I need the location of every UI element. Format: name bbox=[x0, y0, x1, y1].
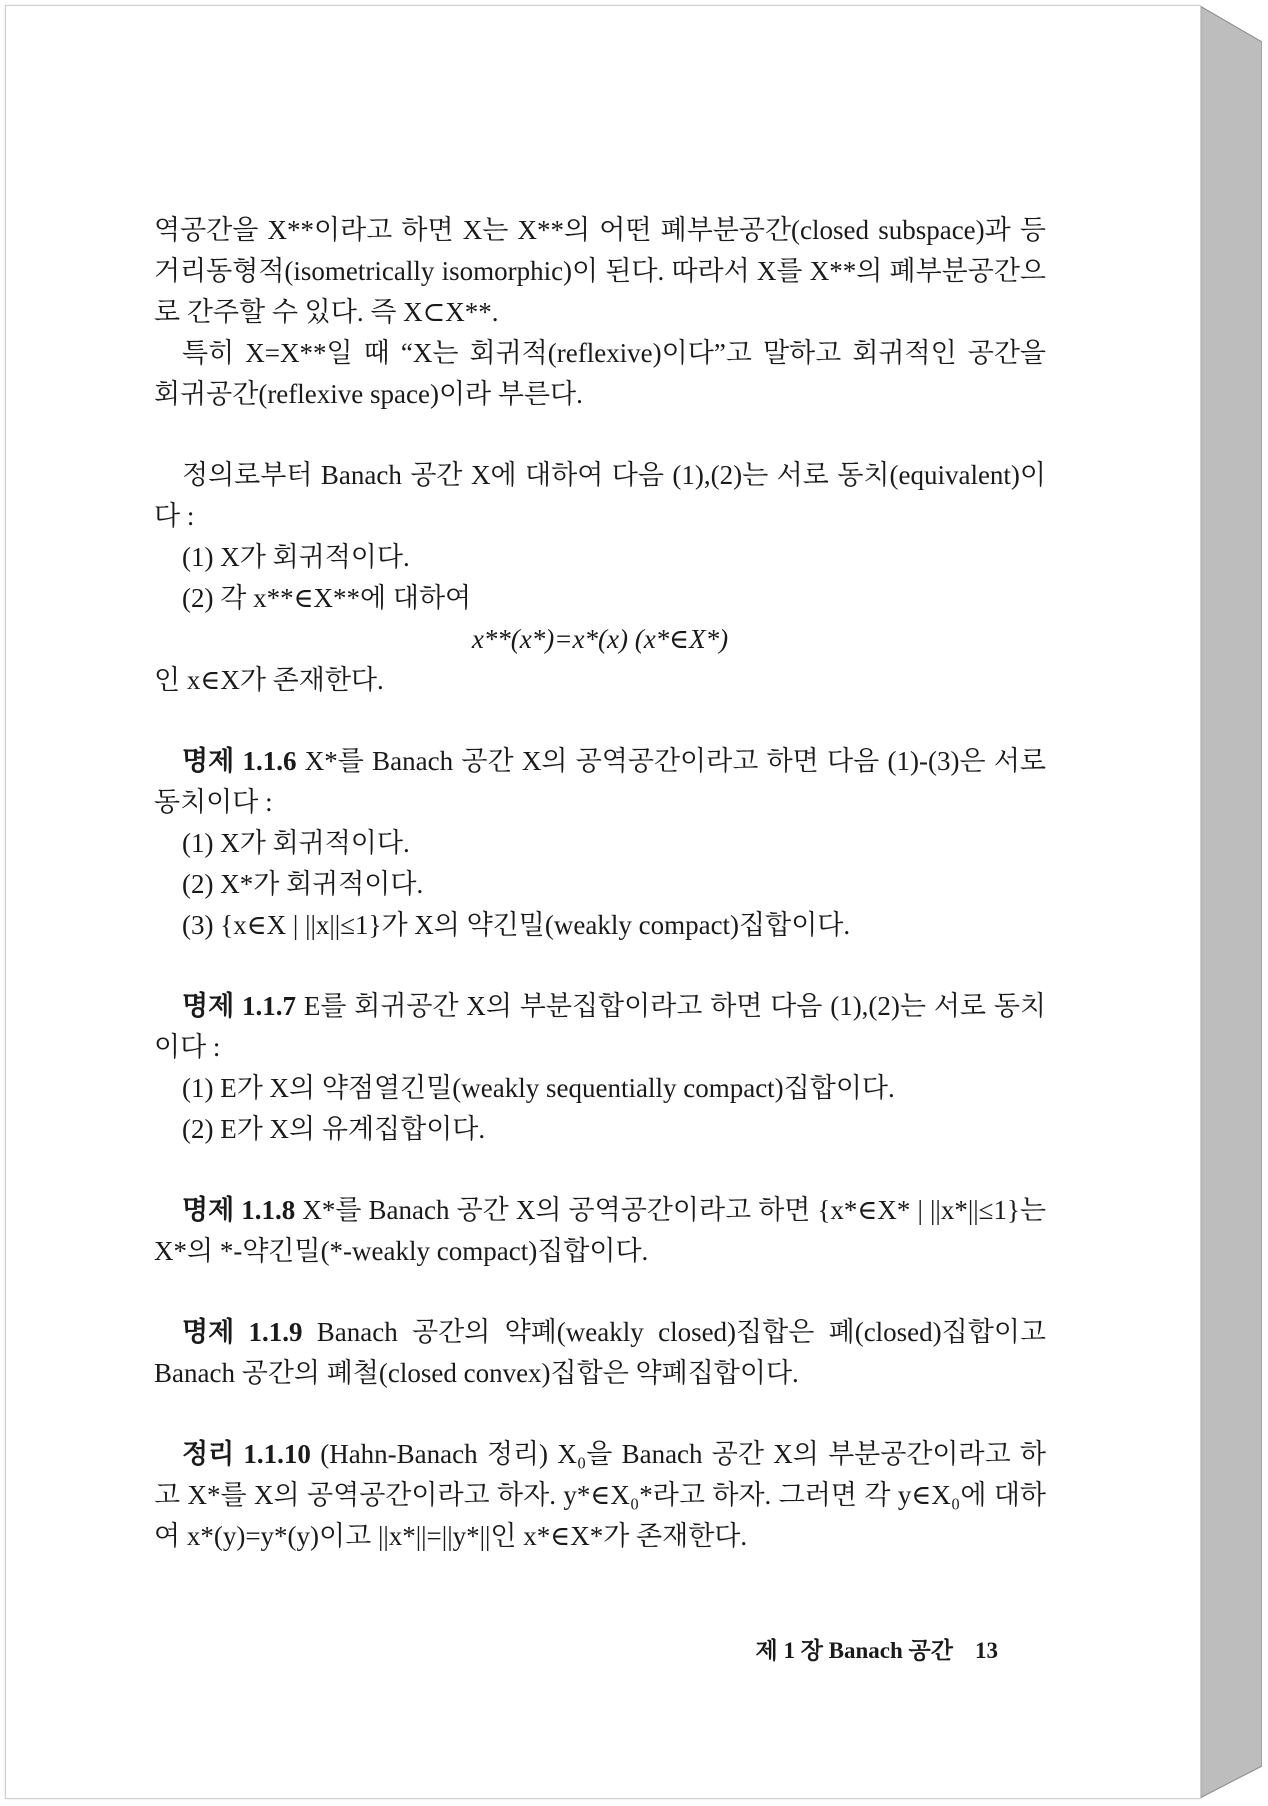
proposition-label: 명제 1.1.6 bbox=[182, 746, 297, 776]
proposition-label: 명제 1.1.8 bbox=[182, 1195, 296, 1225]
list-item: (2) X*가 회귀적이다. bbox=[182, 869, 424, 899]
theorem-1-1-10 bbox=[154, 1434, 1046, 1557]
theorem-text: (Hahn-Banach 정리) X₀을 Banach 공간 X의 부분공간이라고 하고 X*를 X의 공역공간이라고 하자. y*∈X₀*라고 하자. 그러면 각 y∈X₀에 대하여 x*(y)=y*(y)이고 ||x*||=||y*||인 x*∈X*가 존재한다. bbox=[154, 1439, 1046, 1551]
list-item: (3) {x∈X | ||x||≤1}가 X의 약긴밀(weakly compact)집합이다. bbox=[182, 910, 851, 940]
list-item: (1) E가 X의 약점열긴밀(weakly sequentially compact)집합이다. bbox=[182, 1073, 895, 1103]
list-item: (2) E가 X의 유계집합이다. bbox=[182, 1114, 486, 1144]
paragraph-equivalence-intro: 정의로부터 Banach 공간 X에 대하여 다음 (1),(2)는 서로 동치(equivalent)이다 : bbox=[154, 460, 1046, 531]
proposition-1-1-9 bbox=[154, 1312, 1046, 1394]
proposition-text: E를 회귀공간 X의 부분집합이라고 하면 다음 (1),(2)는 서로 동치이다 : bbox=[154, 991, 1046, 1062]
proposition-1-1-6 bbox=[154, 741, 1046, 823]
chapter-title: 제 1 장 Banach 공간 bbox=[755, 1638, 953, 1663]
proposition-1-1-8 bbox=[154, 1190, 1046, 1272]
proposition-text: Banach 공간의 약폐(weakly closed)집합은 폐(closed)집합이고 Banach 공간의 폐철(closed convex)집합은 약폐집합이다. bbox=[154, 1317, 1046, 1388]
proposition-label: 명제 1.1.7 bbox=[182, 991, 296, 1021]
paragraph-existence: 인 x∈X가 존재한다. bbox=[154, 665, 384, 695]
page-body bbox=[154, 210, 1046, 1557]
page-edge-shading bbox=[1200, 6, 1262, 1798]
proposition-text: X*를 Banach 공간 X의 공역공간이라고 하면 다음 (1)-(3)은 서로 동치이다 : bbox=[154, 746, 1047, 817]
proposition-1-1-7 bbox=[154, 986, 1046, 1068]
list-item: (1) X가 회귀적이다. bbox=[182, 828, 410, 858]
page-number: 13 bbox=[975, 1638, 998, 1663]
list-item: (1) X가 회귀적이다. bbox=[182, 542, 410, 572]
list-item: (2) 각 x**∈X**에 대하여 bbox=[182, 583, 472, 613]
running-footer bbox=[755, 1632, 998, 1665]
paragraph-dual-space: 역공간을 X**이라고 하면 X는 X**의 어떤 폐부분공간(closed subspace)과 등거리동형적(isometrically isomorphic)이 된다. 따라서 X를 X**의 폐부분공간으로 간주할 수 있다. 즉 X⊂X**. bbox=[154, 215, 1046, 327]
theorem-label: 정리 1.1.10 bbox=[182, 1439, 311, 1469]
proposition-label: 명제 1.1.9 bbox=[182, 1317, 303, 1347]
paragraph-reflexive-definition: 특히 X=X**일 때 “X는 회귀적(reflexive)이다”고 말하고 회귀적인 공간을 회귀공간(reflexive space)이라 부른다. bbox=[154, 338, 1046, 409]
formula: x**(x*)=x*(x) (x*∈X*) bbox=[471, 624, 729, 654]
proposition-text: X*를 Banach 공간 X의 공역공간이라고 하면 {x*∈X* | ||x*||≤1}는 X*의 *-약긴밀(*-weakly compact)집합이다. bbox=[154, 1195, 1046, 1266]
